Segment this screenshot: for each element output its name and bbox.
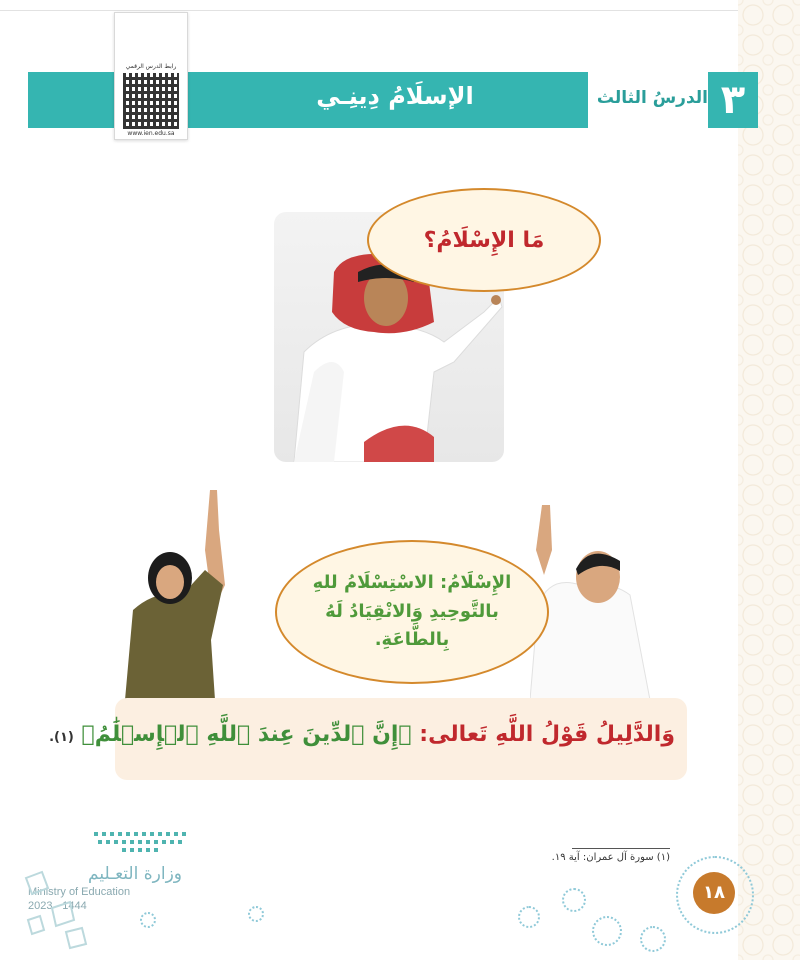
- qr-url[interactable]: www.ien.edu.sa: [127, 130, 175, 137]
- footnote-divider: [572, 848, 670, 849]
- evidence-verse: ﴿إِنَّ ٱلدِّينَ عِندَ ٱللَّهِ ٱلۡإِسۡلَٰمُ﴾: [81, 722, 412, 747]
- ministry-year: 2023 - 1444: [28, 900, 87, 912]
- qr-card[interactable]: [114, 12, 188, 140]
- rosette-decoration: [140, 912, 156, 928]
- evidence-ref: (١).: [49, 730, 74, 745]
- rosette-decoration: [562, 888, 586, 912]
- lesson-title: الإسلَامُ دِينِـي: [316, 82, 474, 110]
- lesson-label: الدرسُ الثالث: [596, 88, 708, 108]
- qr-code-icon[interactable]: [123, 73, 179, 129]
- rosette-decoration: [248, 906, 264, 922]
- ministry-name-arabic: وزارة التعـليم: [88, 864, 182, 884]
- evidence-text: [49, 722, 675, 747]
- boy-student-illustration: [530, 505, 670, 700]
- ministry-logo-icon: [92, 828, 192, 858]
- student-answer: الإِسْلَامُ: الاسْتِسْلَامُ للهِ بالتَّوحِيدِ وَالانْقِيَادُ لَهُ بِالطَّاعَةِ.: [312, 571, 512, 651]
- rosette-decoration: [518, 906, 540, 928]
- rosette-decoration: [592, 916, 622, 946]
- page-number: ١٨: [693, 872, 735, 914]
- rosette-decoration: [640, 926, 666, 952]
- teacher-speech-bubble: [367, 188, 601, 292]
- footnote: (١) سورة آل عمران: آية ١٩.: [551, 852, 670, 863]
- girl-student-illustration: [115, 490, 230, 700]
- ministry-decorative-shapes: [22, 868, 112, 953]
- qr-label: رابط الدرس الرقمي: [125, 63, 177, 70]
- teacher-question: مَا الإِسْلَامُ؟: [423, 227, 545, 253]
- evidence-prefix: وَالدَّلِيلُ قَوْلُ اللَّهِ تَعالى:: [419, 722, 675, 747]
- side-decorative-pattern: [738, 0, 800, 960]
- lesson-number: ٣: [708, 72, 758, 128]
- student-speech-bubble: [275, 540, 549, 684]
- ministry-name-english: Ministry of Education: [28, 886, 131, 898]
- top-rule: [0, 10, 738, 11]
